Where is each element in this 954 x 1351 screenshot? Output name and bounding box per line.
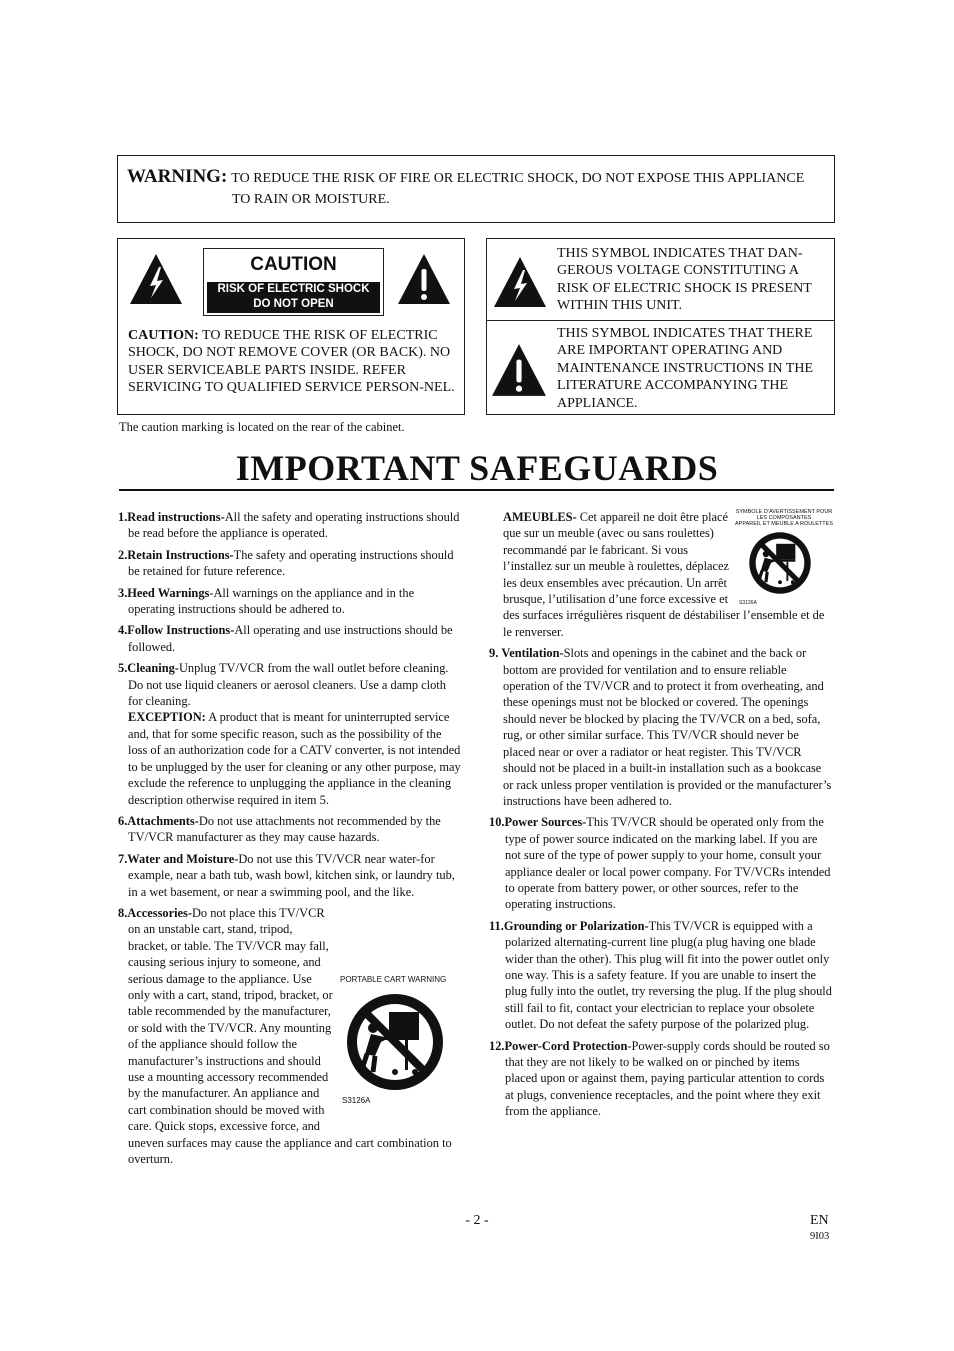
list-item: 7.Water and Moisture-Do not use this TV/VCR near water-for example, near a bath tub, wash bowl, kitchen sink, or laundry tub, in a wet basement, or near a swimming pool, and the like. [118,851,455,899]
caution-box [117,238,465,415]
warning-line2: TO RAIN OR MOISTURE. [232,192,390,207]
ameubles-head: AMEUBLES- [503,510,577,524]
symbols-divider [487,320,834,321]
ameubles-text: Cet appareil ne doit être placé que sur un meuble (avec ou sans roulettes) recommandé par le fabricant. Si vous l’installez sur un meuble à roulettes, déplacez les deux ensembles avec précaution. Un arrêt brusque, l’utilisation d’une force excessive et des surfaces irrégulières risquent de déstabiliser l’ensemble et de le renverser. [503,510,825,639]
cart-code: S3126A [342,1095,371,1105]
caution-subtitle-line1: RISK OF ELECTRIC SHOCK [217,283,370,295]
list-item: 11.Grounding or Polarization-This TV/VCR is equipped with a polarized alternating-current line plug(a plug having one blade wider than the other). This plug will fit into the power outlet only one way. This is a safety feature. If you are unable to insert the plug fully into the outlet, try reversing the plug. If the plug should still fail to fit, contact your electrician to replace your obsolete outlet. Do not defeat the safety purpose of the polarized plug. [489,918,832,1032]
list-item: 12.Power-Cord Protection-Power-supply cords should be routed so that they are not likely to be walked on or pinched by items placed upon or against them, paying particular attention to cords at plugs, convenience receptacles, and the point where they exit from the appliance. [489,1038,830,1119]
page-title: IMPORTANT SAFEGUARDS [235,448,719,488]
list-item: 5.Cleaning-Unplug TV/VCR from the wall outlet before cleaning. Do not use liquid cleaners or aerosol cleaners. Use a damp cloth for cleaning. EXCEPTION: A product that is meant for uninterrupted service and, that for some specific reason, such as the possibility of the loss of an authorization code for a CATV converter, is not intended to be unplugged by the user for cleaning or any other purpose, may exclude the reference to unplugging the appliance in the cleaning description otherwise required in item 5. [118,660,463,808]
lightning-symbol-text: THIS SYMBOL INDICATES THAT DAN-GEROUS VOLTAGE CONSTITUTING A RISK OF ELECTRIC SHOCK IS PRESENT WITHIN THIS UNIT. [557,246,812,314]
list-item: 4.Follow Instructions-All operating and use instructions should be followed. [118,623,453,654]
list-item: PORTABLE CART WARNING S3126A 8.Accessories-Do not place this TV/VCR on an unstable cart, stand, tripod, bracket, or table. The TV/VCR may fall, causing serious injury to someone, and serious damage to the appliance. Use only with a cart, stand, tripod, bracket, or table recommended by the manufacturer, or sold with the TV/VCR. Any mounting of the appliance should follow the manufacturer’s instructions and should use a mounting accessory recommended by the manufacturer. An appliance and cart combination should be moved with care. Quick stops, excessive force, and uneven surfaces may cause the appliance and cart combination to overturn. [118,905,463,1168]
caution-title: CAUTION [250,254,337,275]
list-item: 3.Heed Warnings-All warnings on the appliance and in the operating instructions should be adhered to. [118,585,415,617]
ameubles-figure [734,509,834,604]
caution-subtitle-line2: DO NOT OPEN [253,298,334,310]
lightning-triangle-icon [128,252,184,306]
cart-figure [340,975,465,1125]
lightning-symbol-icon [492,255,548,309]
caution-label-block [203,248,384,316]
portable-cart-icon [345,992,445,1092]
list-item: 9. Ventilation-Slots and openings in the cabinet and the back or bottom are provided for ventilation and to ensure reliable operation of the TV/VCR and to protect it from overheating, and these openings must not be blocked or covered. The openings should never be blocked by placing the TV/VCR on a bed, sofa, rug, or other similar surface. This TV/VCR should never be placed near or over a radiator or heat register. This TV/VCR should not be placed in a built-in installation such as a bookcase or rack unless proper ventilation is provided or the manufacturer’s instructions have been adhered to. [489,646,832,808]
exclamation-symbol-icon [490,342,548,398]
caution-text-body: TO REDUCE THE RISK OF ELECTRIC SHOCK, DO NOT REMOVE COVER (OR BACK). NO USER SERVICEABLE PARTS INSIDE. REFER SERVICING TO QUALIFIED SERVICE PERSON-NEL. [128,328,455,396]
caution-note: The caution marking is located on the rear of the cabinet. [119,420,405,434]
caution-text-label: CAUTION: [128,328,199,343]
exclamation-symbol-text: THIS SYMBOL INDICATES THAT THERE ARE IMPORTANT OPERATING AND MAINTENANCE INSTRUCTIONS IN THE LITERATURE ACCOMPANYING THE APPLIANCE. [557,326,814,411]
exception-note: EXCEPTION: A product that is meant for uninterrupted service and, that for some specific reason, such as the possibility of the loss of an authorization code for a CATV converter, is not intended to be unplugged by the user for cleaning or any other purpose, may exclude the reference to unplugging the appliance in the cleaning description otherwise required in item 5. [128,710,461,807]
ameubles-cart-icon [748,531,812,595]
cart-warning-label: PORTABLE CART WARNING [340,974,447,984]
ameubles-symbol-label: SYMBOLE D’AVERTISSEMENT POUR LES COMPOSANTES APPAREIL ET MEUBLE A ROULETTES [734,509,833,527]
warning-label: WARNING: [127,166,228,187]
warning-line1: TO REDUCE THE RISK OF FIRE OR ELECTRIC SHOCK, DO NOT EXPOSE THIS APPLIANCE [231,171,805,186]
list-item: 1.Read instructions-All the safety and operating instructions should be read before the appliance is operated. [118,510,460,541]
exclamation-triangle-icon [396,252,452,306]
list-item: 10.Power Sources-This TV/VCR should be operated only from the type of power source indicated on the marking label. If you are not sure of the type of power supply to your home, consult your appliance dealer or local power company. For TV/VCRs intended to operate from battery power, or other sources, refer to the operating instructions. [489,815,831,912]
symbols-box [486,238,835,415]
page-number: - 2 - [465,1213,489,1228]
ameubles-item [489,509,834,640]
document-code: 9I03 [810,1231,830,1242]
language-code: EN [810,1213,829,1228]
list-item: 6.Attachments-Do not use attachments not recommended by the TV/VCR manufacturer as they may cause hazards. [118,813,441,845]
list-item: 2.Retain Instructions-The safety and operating instructions should be retained for future reference. [118,547,454,579]
caution-subtitle [207,282,380,313]
caution-text [128,327,458,397]
left-column [118,509,463,1172]
right-column [489,509,834,1125]
warning-box [117,155,835,223]
heading-rule [119,489,834,491]
ameubles-symbol-code: S3126A [739,600,757,606]
